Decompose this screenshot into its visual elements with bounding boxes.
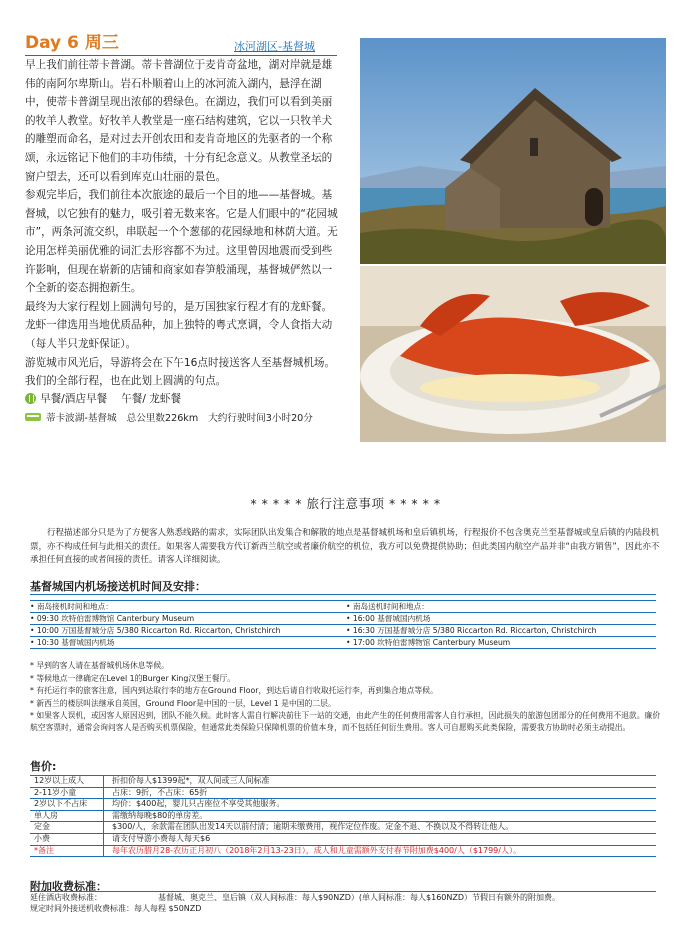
price-label: 2岁以下不占床	[30, 799, 104, 810]
body-paragraph: 游览城市风光后，导游将会在下午16点时接送客人至基督城机场。我们的全部行程，也在此划上圆满的句点。	[25, 356, 336, 388]
transport-route: 蒂卡波湖-基督城	[46, 413, 117, 424]
schedule-row	[30, 601, 656, 613]
price-value: 均价：$400起，婴儿只占座位不享受其他服务。	[112, 799, 285, 809]
price-row	[30, 799, 656, 811]
price-row	[30, 811, 656, 823]
dropoff-cell: • 南岛送机时间和地点：	[346, 602, 429, 611]
body-paragraph: 参观完毕后，我们前往本次旅途的最后一个目的地——基督城。基督城，以它独有的魅力，吸引着无数来客。它是人们眼中的“花园城市”，两条河流交织，串联起一个个葱郁的花园绿地和林荫大道。无论用怎样美丽优雅的词汇去形容都不为过。这里曾因地震而受到些许影响，但现在崭新的店铺和商家如春笋般涌现，基督城俨然以一个全新的姿态拥抱新生。	[25, 189, 338, 295]
fee-label: 延住酒店收费标准：	[30, 893, 102, 902]
dropoff-cell: • 16:00 基督城国内机场	[346, 614, 431, 623]
price-label: 2-11岁小童	[30, 788, 104, 799]
meal-icon	[25, 393, 36, 404]
notice-intro: 行程描述部分只是为了方便客人熟悉线路的需求，实际团队出发集合和解散的地点是基督城机场和皇后镇机场，行程报价不包含奥克兰至基督城或皇后镇的内陆段机票，亦不构成任何与此相关的责任。如果客人需要我方代订新西兰航空或者廉价航空的机位，我方可以免费提供协助；但此类国内航空产品并非“由我方销售”，因此亦不承担任何直接的或者间接的责任。请客人详细阅读。	[30, 528, 660, 565]
route-title: 冰河湖区-基督城	[234, 40, 315, 53]
fee-label: 规定时间外接送机收费标准：	[30, 904, 134, 913]
price-label: 定金	[30, 822, 104, 833]
price-value: 折扣价每人$1399起*，双人间或三人间标准	[112, 776, 270, 785]
schedule-row	[30, 637, 656, 649]
fee-value: 基督城、奥克兰、皇后镇（双人间标准：每人$90NZD）(单人间标准：每人$160NZD）节假日有额外的附加费。	[158, 893, 560, 902]
fees-table	[30, 891, 656, 914]
note-item: * 有托运行李的旅客注意，国内到达取行李的地方在Ground Floor，到达后请自行收取托运行李，再到集合地点等候。	[30, 686, 438, 695]
dropoff-cell: • 17:00 坎特伯雷博物馆 Canterbury Museum	[346, 638, 511, 647]
airport-schedule	[30, 594, 656, 649]
price-value: 需缴纳每晚$80的单房差。	[112, 810, 208, 820]
price-value: 每年农历腊月28-农历正月初八（2018年2月13-23日），成人和儿童需额外支付春节附加费$400/人（$1799/人）。	[112, 845, 521, 855]
pickup-cell: • 10:00 万国基督城分店 5/380 Riccarton Rd. Riccarton, Christchirch	[30, 626, 281, 635]
price-row	[30, 788, 656, 800]
day-weekday: 周三	[84, 33, 119, 53]
note-item: * 早到的客人请在基督城机场休息等候。	[30, 661, 169, 670]
fee-row	[30, 903, 656, 914]
itinerary-body	[25, 56, 339, 391]
price-row	[30, 822, 656, 834]
fee-row	[30, 892, 656, 903]
price-section-title: 售价:	[30, 760, 57, 773]
price-value: 请支付导游小费每人每天$6	[112, 833, 211, 843]
airport-section-title: 基督城国内机场接送机时间及安排：	[30, 580, 206, 593]
note-item: * 等候地点一律确定在Level 1的Burger King汉堡王餐厅。	[30, 673, 236, 683]
note-item: * 新西兰的楼层叫法继承自英国，Ground Floor是中国的一层，Level 1 是中国的二层。	[30, 698, 336, 708]
notice-title: * * * * * 旅行注意事项 * * * * *	[250, 496, 441, 511]
day-heading	[25, 28, 119, 53]
price-label: 小费	[30, 834, 104, 845]
dropoff-cell: • 16:30 万国基督城分店 5/380 Riccarton Rd. Riccarton, Christchirch	[346, 626, 597, 635]
meals-line	[25, 391, 181, 406]
schedule-row	[30, 625, 656, 637]
transport-time: 大约行驶时间3小时20分	[208, 413, 313, 424]
price-value: 占床：9折，不占床：65折	[112, 787, 208, 797]
lunch-text: 午餐/ 龙虾餐	[121, 393, 182, 405]
pickup-cell: • 10:30 基督城国内机场	[30, 638, 115, 647]
price-row	[30, 846, 656, 858]
pickup-cell: • 09:30 坎特伯雷博物馆 Canterbury Museum	[30, 614, 195, 623]
schedule-row	[30, 613, 656, 625]
bus-icon	[25, 413, 41, 421]
church-photo	[360, 38, 666, 264]
breakfast-text: 早餐/酒店早餐	[40, 393, 108, 405]
note-item: * 如果客人误机，或因客人原因迟到，团队不能久候。此时客人需自行解决前往下一站的交通，由此产生的任何费用需客人自行承担，因此损失的旅游包团部分的任何费用不退款。廉价航空客票时，通常会询问客人是否购买机票保险，但通常此类保险只保障机票的价值本身，而不包括任何衍生费用。客人可自愿购买此类保险，需要我方协助时必须主动提出。	[30, 711, 661, 732]
price-table	[30, 775, 656, 857]
body-paragraph: 最终为大家行程划上圆满句号的，是万国独家行程才有的龙虾餐。龙虾一律选用当地优质品种，加上独特的粤式烹调，令人食指大动（每人半只龙虾保证）。	[25, 300, 333, 350]
fees-section-title: 附加收费标准：	[30, 880, 107, 893]
transport-distance: 总公里数226km	[126, 413, 199, 424]
price-label: 12岁以上成人	[30, 776, 104, 787]
transport-line	[25, 410, 313, 424]
notes-list	[30, 660, 662, 734]
pickup-cell: • 南岛接机时间和地点：	[30, 602, 113, 611]
price-value: $300/人，余款需在团队出发14天以前付清；逾期未缴费用，视作定位作废。定金不退、不换以及不得转让他人。	[112, 822, 514, 832]
body-paragraph: 早上我们前往蒂卡普湖。蒂卡普湖位于麦肯奇盆地，湖对岸就是雄伟的南阿尔卑斯山。岩石朴顺着山上的冰河流入湖内，悬浮在湖中，使蒂卡普湖呈现出浓郁的碧绿色。在湖边，我们可以看到美丽的牧羊人教堂。好牧羊人教堂是一座石结构建筑，它以一只牧羊犬的雕塑而命名，是对过去开创农田和麦肯奇地区的先驱者的一个称颂，永远铭记下他们的丰功伟绩，十分有纪念意义。从教堂圣坛的窗户望去，还可以看到库克山壮丽的景色。	[25, 59, 333, 183]
price-label: *备注	[30, 846, 104, 857]
day-label: Day 6	[25, 33, 79, 53]
fee-value: 每人每程 $50NZD	[134, 904, 202, 913]
price-row	[30, 834, 656, 846]
lobster-photo	[360, 266, 666, 442]
price-label: 单人房	[30, 811, 104, 822]
price-row	[30, 776, 656, 788]
